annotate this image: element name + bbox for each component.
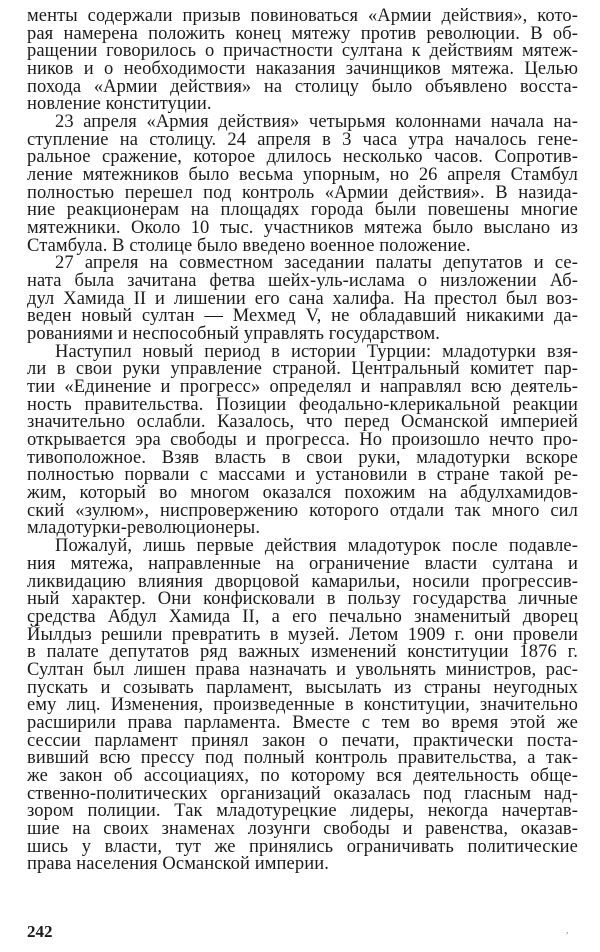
page-number: 242	[27, 922, 53, 941]
text-line: же закон об ассоциациях, по которому вся деятельность обще-	[27, 765, 578, 786]
text-line: ращении говорилось о причастности султана к действиям мятеж-	[27, 41, 578, 62]
text-line: ление мятежников было весьма упорным, но 26 апреля Стамбул	[27, 165, 578, 186]
text-line: средства Абдул Хамида II, а его печально знаменитый дворец	[27, 606, 578, 627]
text-line: полностью перешел под контроль «Армии действия». В назида-	[27, 182, 578, 203]
text-line: дул Хамида II и лишении его сана халифа. На престол был воз-	[27, 288, 578, 309]
paragraph	[27, 8, 578, 114]
text-line: сессии парламент принял закон о печати, практически поста-	[27, 730, 578, 751]
text-line: ственно-политических организаций оказалась под гласным над-	[27, 783, 578, 804]
text-line: Стамбула. В столице было введено военное положение.	[27, 235, 471, 256]
text-line: шись у власти, тут же принялись ограничивать политические	[27, 836, 578, 857]
text-line: в палате депутатов ряд важных изменений конституции 1876 г.	[27, 642, 578, 663]
page-body-text	[27, 8, 578, 874]
paragraph	[27, 341, 578, 539]
text-line: веден новый султан — Мехмед V, не обладавший никакими да-	[27, 306, 578, 327]
text-line: похода «Армии действия» на столицу было объявлено восста-	[27, 76, 578, 97]
text-line: рованиями и неспособный управлять государством.	[27, 324, 440, 345]
text-line: открывается эра свободы и прогресса. Но произошло нечто про-	[27, 430, 578, 451]
text-line: ников и о необходимости наказания зачинщиков мятежа. Целью	[27, 59, 578, 80]
text-line: новление конституции.	[27, 94, 212, 115]
text-line: ральное сражение, которое длилось несколько часов. Сопротив-	[27, 147, 578, 168]
text-line: пускать и созывать парламент, высылать из страны неугодных	[27, 677, 578, 698]
text-line: ступление на столицу. 24 апреля в 3 часа утра началось гене-	[27, 129, 578, 150]
text-line: шие на своих знаменах лозунги свободы и равенства, оказав-	[27, 818, 578, 839]
text-line: 27 апреля на совместном заседании палаты депутатов и се-	[55, 253, 578, 274]
text-line: ность правительства. Позиции феодально-клерикальной реакции	[27, 394, 578, 415]
text-line: ния мятежа, направленные на ограничение власти султана и	[27, 553, 578, 574]
text-line: значительно ослабли. Казалось, что перед Османской империей	[27, 412, 578, 433]
text-line: расширили права парламента. Вместе с тем во время этой же	[27, 712, 578, 733]
text-line: полностью порвали с массами и установили в стране такой ре-	[27, 465, 578, 486]
text-line: ный характер. Они конфисковали в пользу государства личные	[27, 589, 578, 610]
text-line: ли в свои руки управление страной. Центральный комитет пар-	[27, 359, 578, 380]
text-line: Султан был лишен права назначать и увольнять министров, рас-	[27, 659, 578, 680]
text-line: 23 апреля «Армия действия» четырьмя колоннами начала на-	[55, 112, 578, 133]
paragraph	[27, 255, 578, 343]
paragraph	[27, 538, 578, 874]
paragraph	[27, 114, 578, 255]
text-line: ната была зачитана фетва шейх-уль-ислама о низложении Аб-	[27, 271, 578, 292]
text-line: ликвидацию влияния дворцовой камарильи, носили прогрессив-	[27, 571, 578, 592]
text-line: права населения Османской империи.	[27, 854, 329, 875]
text-line: жим, который во многом оказался похожим на абдулхамидов-	[27, 483, 578, 504]
text-line: ему лиц. Изменения, произведенные в конституции, значительно	[27, 695, 578, 716]
text-line: мятежники. Около 10 тыс. участников мятежа было выслано из	[27, 218, 578, 239]
text-line: Пожалуй, лишь первые действия младотурок после подавле-	[55, 536, 578, 557]
text-line: Наступил новый период в истории Турции: младотурки взя-	[55, 341, 578, 362]
text-line: тивоположное. Взяв власть в свои руки, младотурки вскоре	[27, 447, 578, 468]
scan-speck: ,	[566, 925, 569, 935]
text-line: младотурки-революционеры.	[27, 518, 261, 539]
text-line: ский «зулюм», ниспровержению которого отдали так много сил	[27, 500, 578, 521]
text-line: Йылдыз решили превратить в музей. Летом 1909 г. они провели	[27, 624, 578, 645]
text-line: вивший всю прессу под полный контроль правительства, а так-	[27, 748, 578, 769]
text-line: менты содержали призыв повиноваться «Армии действия», кото-	[27, 6, 578, 26]
text-line: ние реакционерам на площадях города были повешены многие	[27, 200, 578, 221]
text-line: рая намерена положить конец мятежу против революции. В об-	[27, 23, 578, 44]
text-line: зором полиции. Так младотурецкие лидеры, некогда начертав-	[27, 801, 578, 822]
text-line: тии «Единение и прогресс» определял и направлял всю деятель-	[27, 377, 578, 398]
